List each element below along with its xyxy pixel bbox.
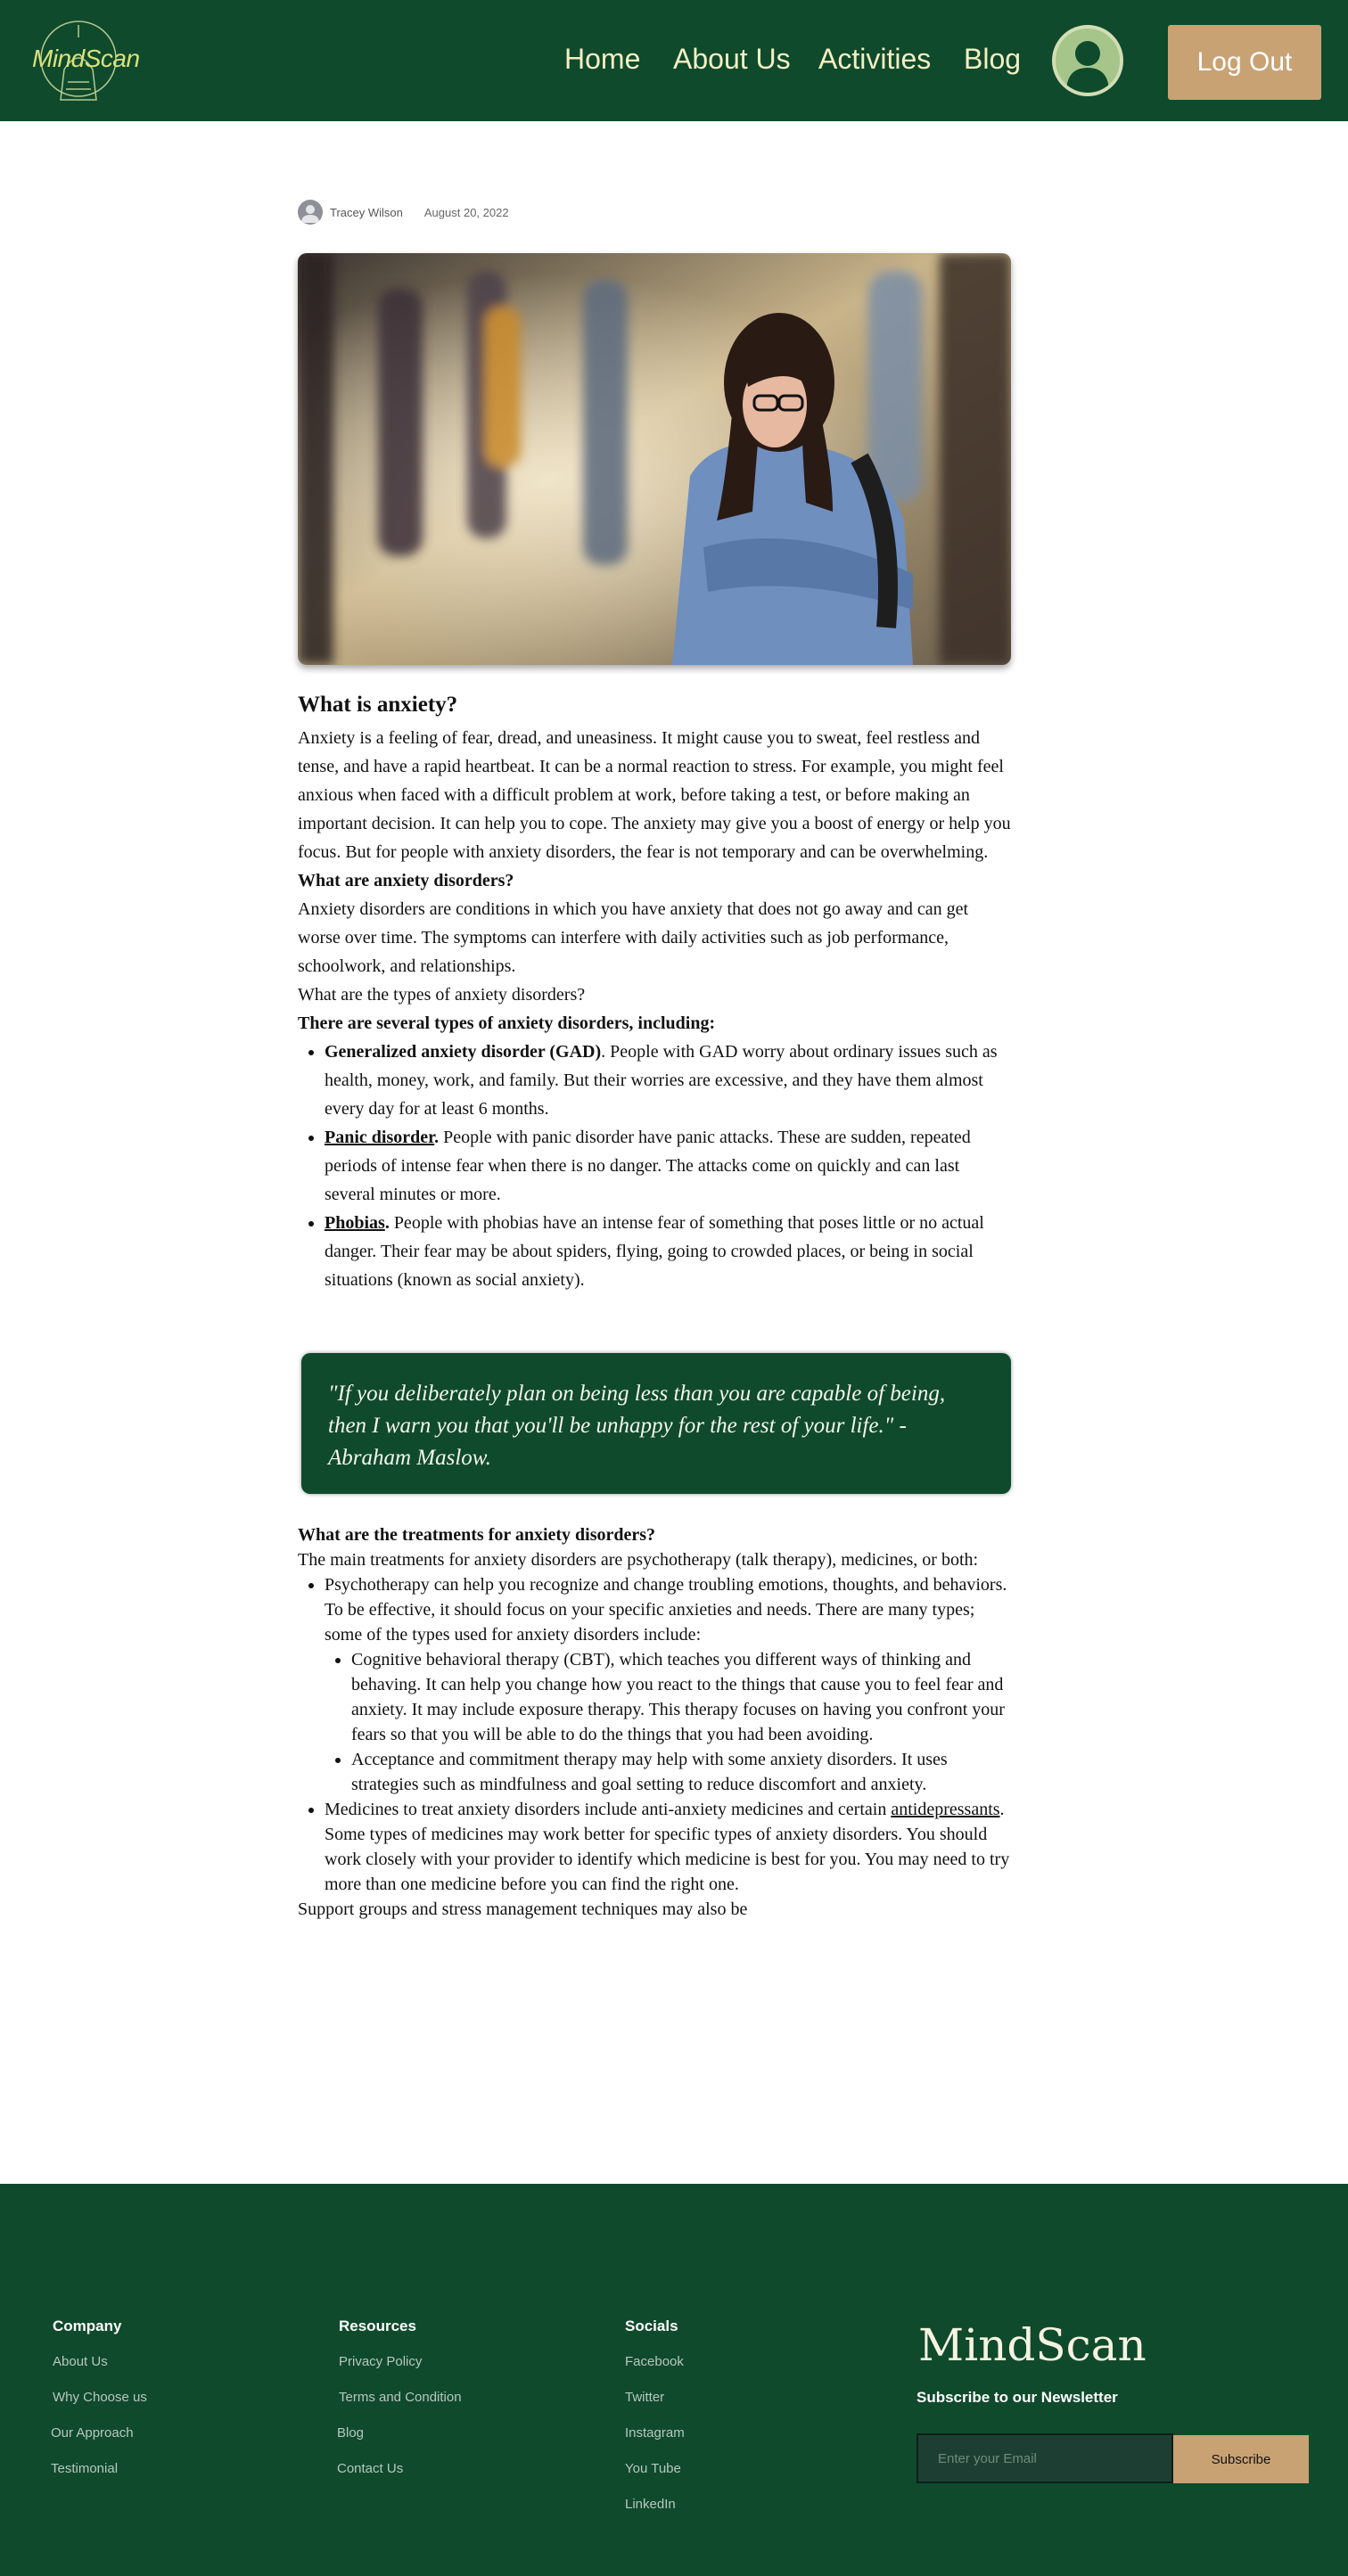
footer-link-facebook[interactable]: Facebook bbox=[625, 2354, 684, 2369]
site-footer bbox=[0, 2184, 1348, 2576]
antidepressants-link[interactable]: antidepressants bbox=[891, 1800, 1000, 1819]
list-item: • Medicines to treat anxiety disorders include anti-anxiety medicines and certain antidepressants. Some types of medicines may work better for specific types of anxiety disorders. You should work closely with your provider to identify which medicine is best for you. You may need to try more than one medicine before you can find the right one. bbox=[325, 1797, 1011, 1897]
footer-link-linkedin[interactable]: LinkedIn bbox=[625, 2497, 676, 2512]
post-author[interactable]: Tracey Wilson bbox=[330, 205, 403, 219]
list-item: • Acceptance and commitment therapy may help with some anxiety disorders. It uses strategies such as mindfulness and goal setting to reduce discomfort and anxiety. bbox=[351, 1747, 1011, 1797]
type-name-gad: Generalized anxiety disorder (GAD) bbox=[325, 1042, 602, 1062]
footer-link-testimonial[interactable]: Testimonial bbox=[51, 2461, 119, 2476]
disorders-heading: What are anxiety disorders? bbox=[298, 871, 514, 890]
nav-home[interactable]: Home bbox=[564, 43, 641, 75]
footer-socials bbox=[625, 2318, 685, 2531]
treatments-list bbox=[298, 1572, 1011, 1897]
treatments-section bbox=[298, 1522, 1011, 1922]
list-item: • Psychotherapy can help you recognize and change troubling emotions, thoughts, and behaviors. To be effective, it should focus on your specific anxieties and needs. There are many types; some of the types used for anxiety disorders include: • Cognitive behavioral therapy (CBT), which teaches you different ways of thinking and behaving. It can help you change how you react to the things that cause you to feel fear and anxiety. It may include exposure therapy. This therapy focuses on having you confront your fears so that you will be able to do the things that you had been avoiding. • Acceptance and commitment therapy may help with some anxiety disorders. It uses strategies such as mindfulness and goal setting to reduce discomfort and anxiety. bbox=[325, 1572, 1011, 1797]
footer-link-contact-us[interactable]: Contact Us bbox=[337, 2461, 404, 2476]
footer-link-why-choose-us[interactable]: Why Choose us bbox=[53, 2390, 147, 2405]
logo-text: MindScan bbox=[32, 45, 140, 72]
intro-paragraph: Anxiety is a feeling of fear, dread, and uneasiness. It might cause you to sweat, feel restless and tense, and have a rapid heartbeat. It can be a normal reaction to stress. For example, you might feel anxious when faced with a difficult problem at work, before taking a test, or before making an important decision. It can help you to cope. The anxiety may give you a boost of energy or help you focus. But for people with anxiety disorders, the fear is not temporary and can be overwhelming. bbox=[298, 728, 1011, 862]
article-body bbox=[298, 686, 1011, 1294]
types-heading: There are several types of anxiety disorders, including: bbox=[298, 1013, 716, 1033]
list-item: • Cognitive behavioral therapy (CBT), which teaches you different ways of thinking and behaving. It can help you change how you react to the things that cause you to feel fear and anxiety. It may include exposure therapy. This therapy focuses on having you confront your fears so that you will be able to do the things that you had been avoiding. bbox=[351, 1647, 1011, 1747]
user-silhouette-icon bbox=[1056, 29, 1120, 93]
disorders-paragraph: Anxiety disorders are conditions in which you have anxiety that does not go away and can get worse over time. The symptoms can interfere with daily activities such as job performance, schoolwork, and relationships. bbox=[298, 899, 969, 976]
therapy-types-list bbox=[325, 1647, 1011, 1797]
types-question: What are the types of anxiety disorders? bbox=[298, 985, 586, 1005]
footer-link-terms[interactable]: Terms and Condition bbox=[339, 2390, 462, 2405]
footer-company-title: Company bbox=[53, 2318, 122, 2334]
nav-about-us[interactable]: About Us bbox=[673, 43, 791, 75]
footer-link-youtube[interactable]: You Tube bbox=[625, 2461, 681, 2476]
treatments-heading: What are the treatments for anxiety disorders? bbox=[298, 1525, 656, 1545]
newsletter-email-input[interactable] bbox=[916, 2433, 1173, 2483]
user-avatar[interactable] bbox=[1052, 25, 1123, 96]
newsletter-title: Subscribe to our Newsletter bbox=[916, 2389, 1118, 2406]
treatments-paragraph: The main treatments for anxiety disorders are psychotherapy (talk therapy), medicines, or both: bbox=[298, 1550, 979, 1570]
author-avatar-icon bbox=[298, 200, 323, 225]
subscribe-button[interactable]: Subscribe bbox=[1173, 2435, 1309, 2483]
phobias-link[interactable]: Phobias bbox=[325, 1213, 385, 1233]
footer-socials-title: Socials bbox=[625, 2318, 678, 2334]
footer-link-about-us[interactable]: About Us bbox=[53, 2354, 108, 2369]
list-item: • Generalized anxiety disorder (GAD). People with GAD worry about ordinary issues such as health, money, work, and family. But their worries are excessive, and they have them almost every day for at least 6 months. bbox=[325, 1038, 1011, 1123]
nav-blog[interactable]: Blog bbox=[964, 43, 1022, 75]
footer-link-our-approach[interactable]: Our Approach bbox=[51, 2425, 134, 2441]
footer-brand: MindScan bbox=[918, 2319, 1147, 2371]
article-title: What is anxiety? bbox=[298, 693, 458, 717]
footer-company bbox=[53, 2318, 147, 2496]
logout-button[interactable]: Log Out bbox=[1168, 25, 1321, 100]
footer-link-instagram[interactable]: Instagram bbox=[625, 2425, 685, 2441]
site-header bbox=[0, 0, 1348, 121]
post-meta bbox=[298, 198, 509, 226]
quote-block: "If you deliberately plan on being less than you are capable of being, then I warn you that you'll be unhappy for the rest of your life." - Abraham Maslow. bbox=[301, 1353, 1011, 1494]
post-date: August 20, 2022 bbox=[423, 205, 509, 219]
hero-image bbox=[298, 253, 1011, 665]
types-list bbox=[298, 1038, 1011, 1294]
list-item: • Panic disorder. People with panic disorder have panic attacks. These are sudden, repeated periods of intense fear when there is no danger. The attacks come on quickly and can last several minutes or more. bbox=[325, 1123, 1011, 1209]
footer-link-twitter[interactable]: Twitter bbox=[625, 2390, 665, 2405]
panic-disorder-link[interactable]: Panic disorder bbox=[325, 1128, 435, 1147]
support-paragraph: Support groups and stress management techniques may also be bbox=[298, 1899, 748, 1919]
nav-activities[interactable]: Activities bbox=[818, 43, 932, 75]
footer-link-blog[interactable]: Blog bbox=[337, 2425, 365, 2441]
footer-link-privacy-policy[interactable]: Privacy Policy bbox=[339, 2354, 423, 2369]
footer-resources-title: Resources bbox=[339, 2318, 416, 2334]
list-item: • Phobias. People with phobias have an intense fear of something that poses little or no actual danger. Their fear may be about spiders, flying, going to crowded places, or being in social situations (known as social anxiety). bbox=[325, 1209, 1011, 1294]
site-logo[interactable] bbox=[29, 20, 140, 103]
footer-resources bbox=[339, 2318, 462, 2496]
